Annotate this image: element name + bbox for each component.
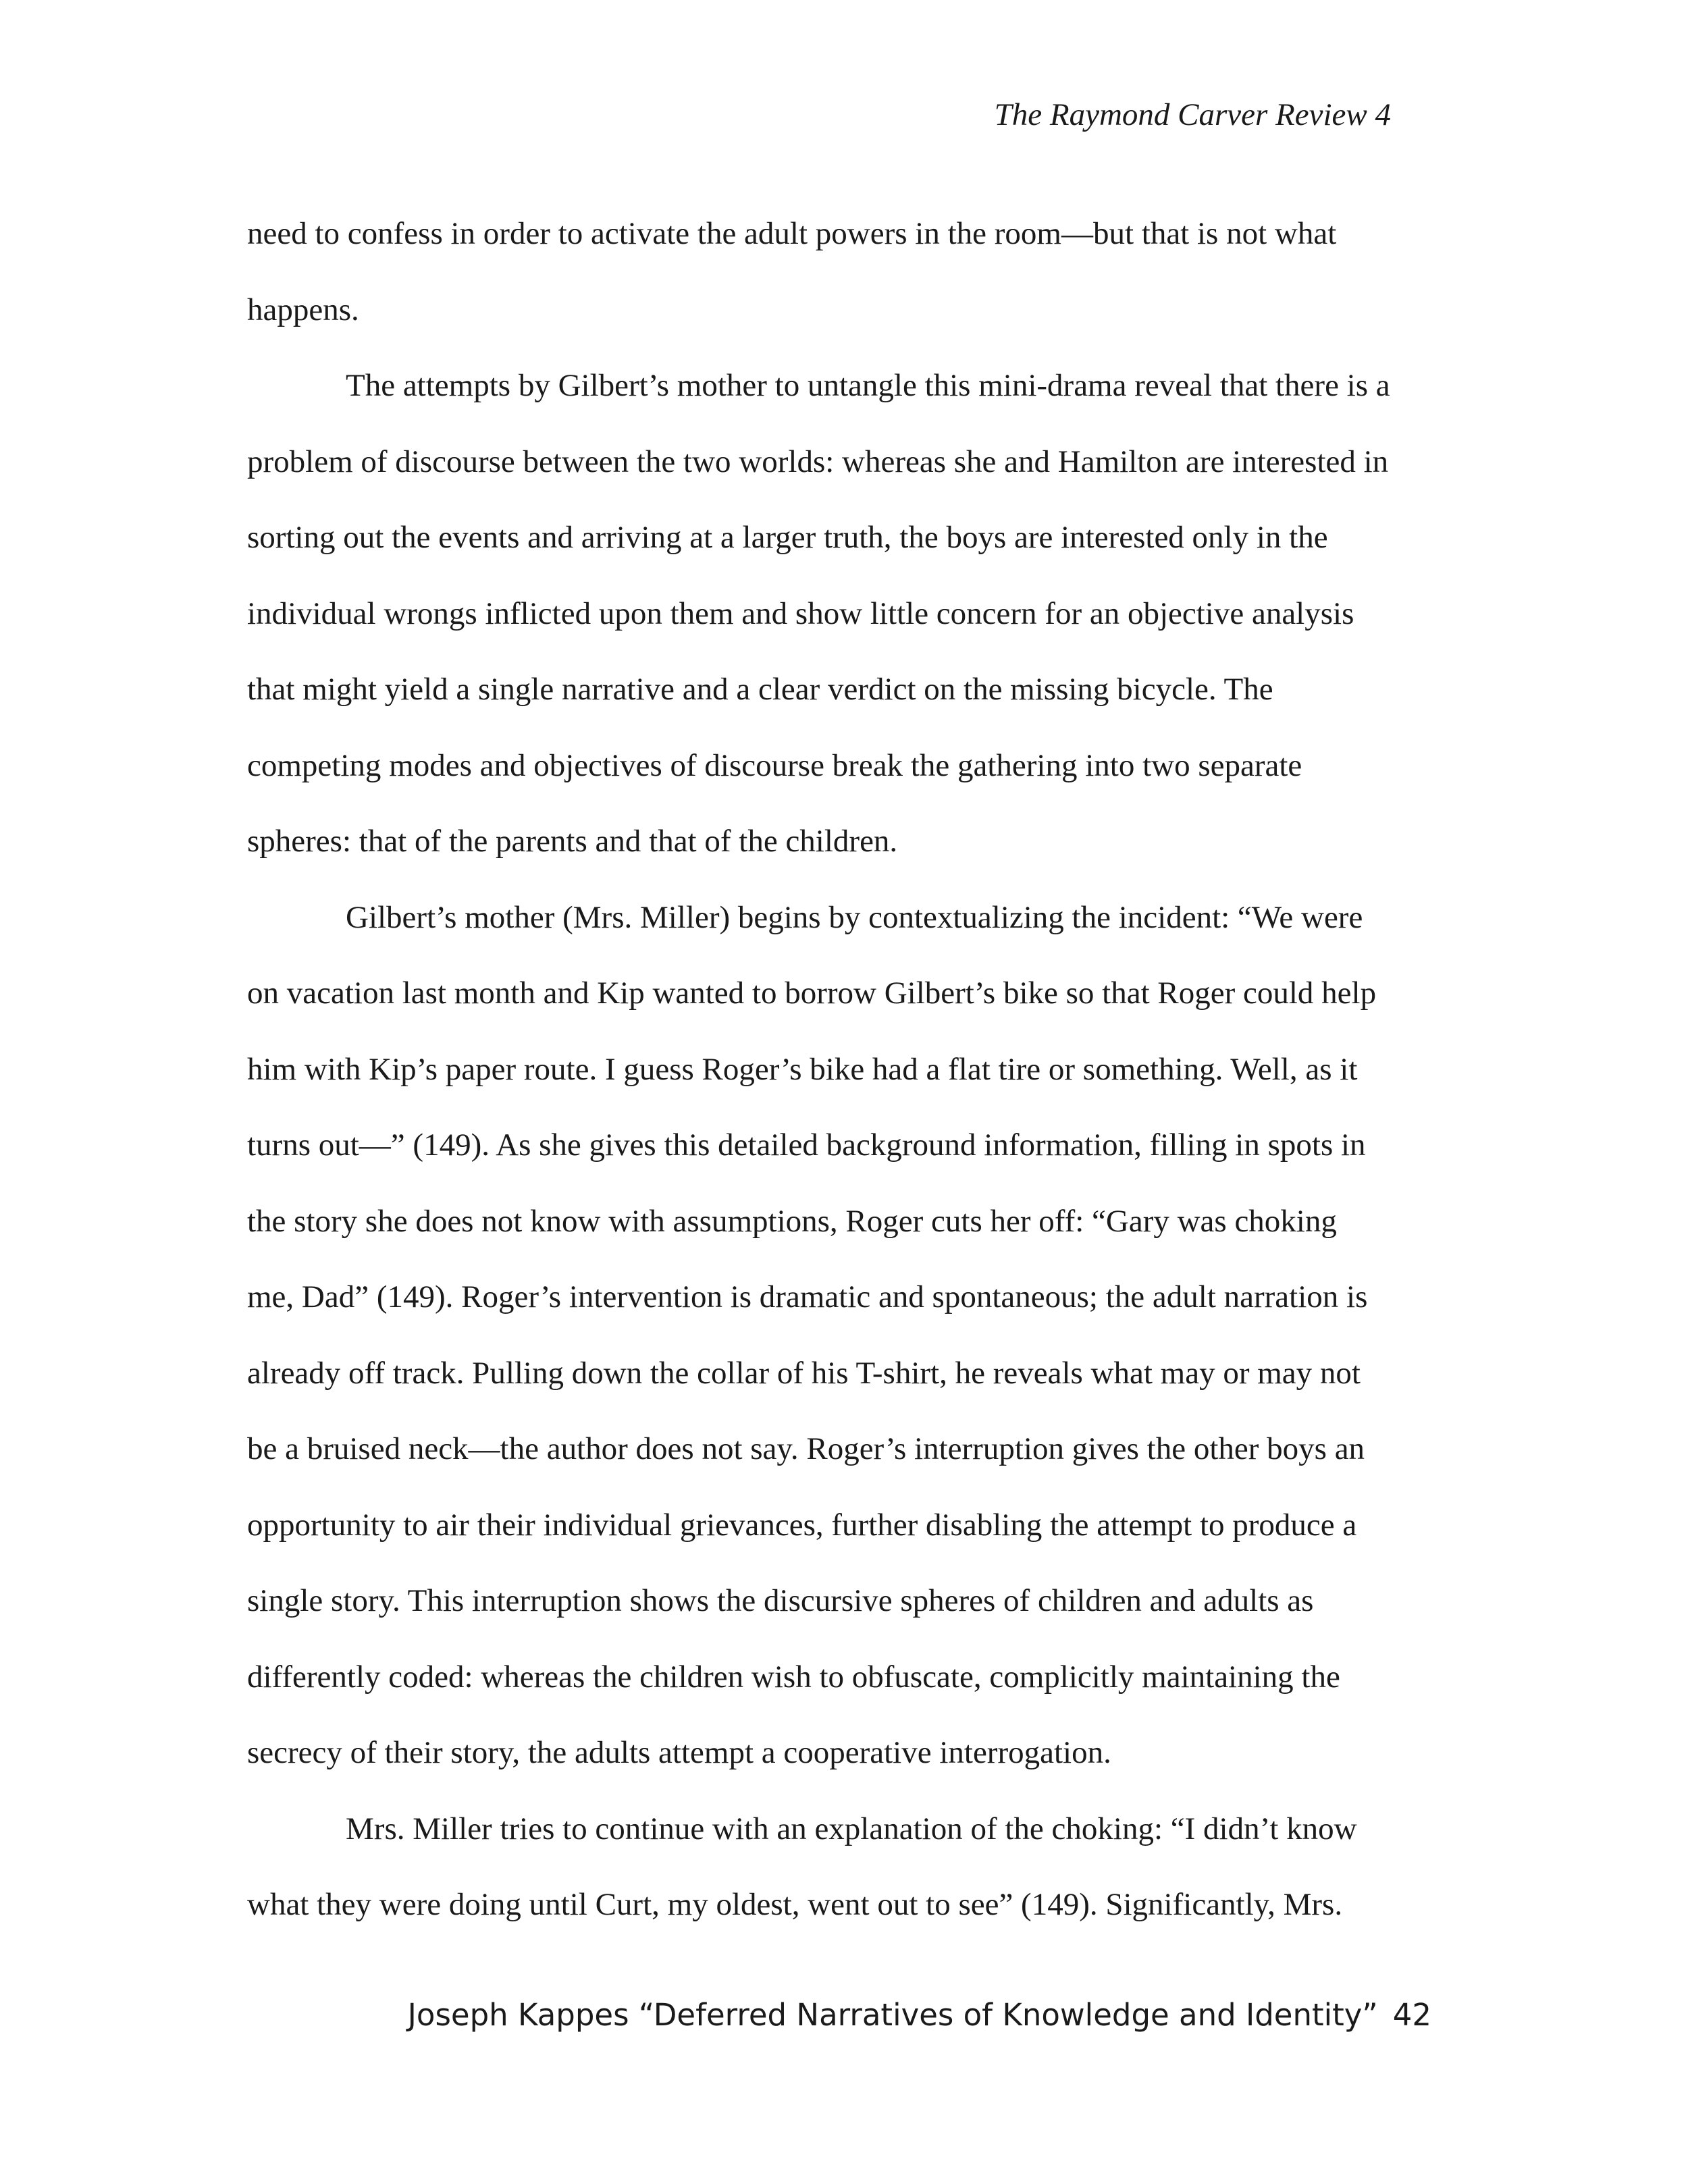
text-line: differently coded: whereas the children wish to obfuscate, complicitly maintaining the (247, 1659, 1340, 1695)
text-line: on vacation last month and Kip wanted to borrow Gilbert’s bike so that Roger could help (247, 976, 1377, 1011)
text-line: competing modes and objectives of discourse break the gathering into two separate (247, 747, 1302, 783)
running-header: The Raymond Carver Review 4 (994, 97, 1391, 132)
text-line: me, Dad” (149). Roger’s intervention is dramatic and spontaneous; the adult narration is (247, 1279, 1368, 1314)
text-line: already off track. Pulling down the collar of his T-shirt, he reveals what may or may not (247, 1355, 1361, 1391)
paragraph-start-line: Mrs. Miller tries to continue with an explanation of the choking: “I didn’t know (346, 1811, 1357, 1846)
text-line: secrecy of their story, the adults attempt a cooperative interrogation. (247, 1735, 1111, 1770)
page-number: 42 (1392, 1997, 1431, 2033)
text-line: single story. This interruption shows the discursive spheres of children and adults as (247, 1583, 1314, 1618)
article-credit: Joseph Kappes “Deferred Narratives of Knowledge and Identity” (407, 1997, 1378, 2033)
text-line: turns out—” (149). As she gives this detailed background information, filling in spots in (247, 1127, 1366, 1163)
paragraph-start-line: The attempts by Gilbert’s mother to untangle this mini-drama reveal that there is a (346, 368, 1390, 403)
text-line: sorting out the events and arriving at a larger truth, the boys are interested only in the (247, 520, 1328, 555)
body-text (247, 196, 1442, 1943)
text-line: individual wrongs inflicted upon them and show little concern for an objective analysis (247, 595, 1354, 631)
paragraph-start-line: Gilbert’s mother (Mrs. Miller) begins by contextualizing the incident: “We were (346, 899, 1363, 935)
text-line: spheres: that of the parents and that of the children. (247, 824, 898, 859)
text-line: happens. (247, 292, 359, 327)
text-line: opportunity to air their individual grievances, further disabling the attempt to produce a (247, 1507, 1357, 1543)
text-line: the story she does not know with assumptions, Roger cuts her off: “Gary was choking (247, 1203, 1337, 1239)
text-line: that might yield a single narrative and a clear verdict on the missing bicycle. The (247, 672, 1273, 707)
text-line: need to confess in order to activate the adult powers in the room—but that is not what (247, 216, 1337, 251)
text-line: be a bruised neck—the author does not say. Roger’s interruption gives the other boys an (247, 1431, 1365, 1466)
text-line: problem of discourse between the two worlds: whereas she and Hamilton are interested in (247, 444, 1389, 479)
text-line: what they were doing until Curt, my oldest, went out to see” (149). Significantly, Mrs. (247, 1887, 1343, 1922)
text-line: him with Kip’s paper route. I guess Roger’s bike had a flat tire or something. Well, as it (247, 1051, 1358, 1087)
page-footer (408, 1995, 1431, 2035)
